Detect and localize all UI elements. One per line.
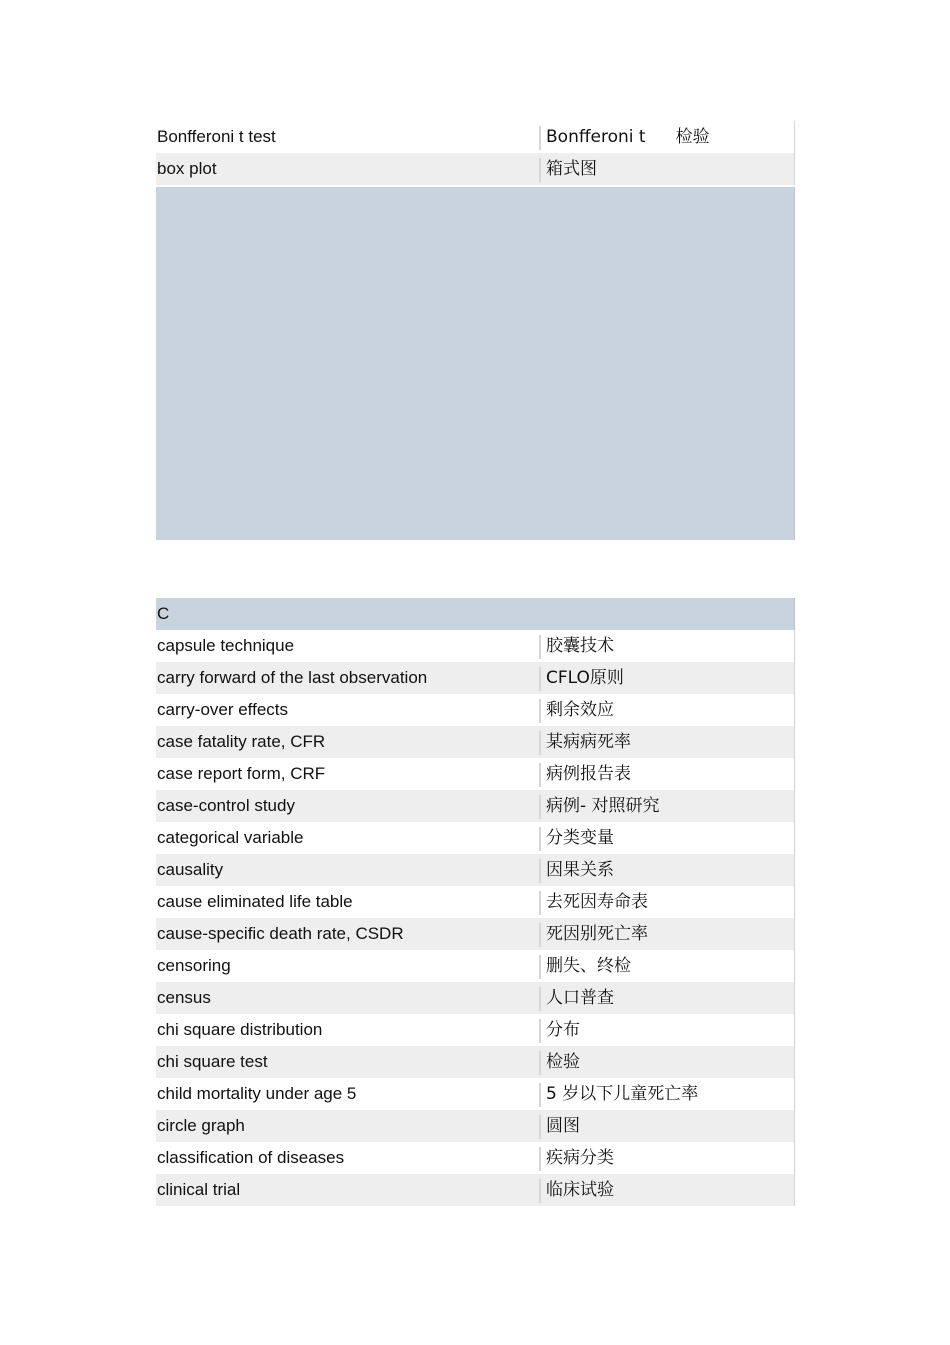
term-chinese: 病例- 对照研究 — [546, 796, 660, 816]
column-divider — [539, 1179, 541, 1203]
term-chinese: 剩余效应 — [546, 700, 614, 720]
term-english: capsule technique — [157, 636, 295, 655]
term-english: child mortality under age 5 — [157, 1084, 357, 1103]
term-chinese: 检验 — [546, 1052, 580, 1072]
glossary-table-top — [156, 121, 795, 185]
column-divider — [539, 859, 541, 883]
term-english: circle graph — [157, 1116, 245, 1135]
glossary-table-c — [156, 598, 795, 1206]
glossary-row — [156, 1014, 795, 1046]
term-chinese: 5 岁以下儿童死亡率 — [546, 1084, 699, 1104]
glossary-row — [156, 886, 795, 918]
term-english: case-control study — [157, 796, 295, 815]
glossary-row — [156, 982, 795, 1014]
glossary-row — [156, 950, 795, 982]
term-chinese: 人口普查 — [546, 988, 614, 1008]
term-chinese-part: Bonfferoni t — [546, 127, 646, 147]
glossary-row — [156, 630, 795, 662]
term-chinese: 分布 — [546, 1020, 580, 1040]
term-english: census — [157, 988, 211, 1007]
column-divider — [539, 126, 541, 150]
section-letter: C — [157, 604, 170, 623]
glossary-row — [156, 854, 795, 886]
term-chinese-part: 检验 — [675, 127, 710, 147]
term-english: chi square distribution — [157, 1020, 323, 1039]
column-divider — [539, 987, 541, 1011]
term-english: cause eliminated life table — [157, 892, 353, 911]
column-divider — [539, 158, 541, 182]
term-english: cause-specific death rate, CSDR — [157, 924, 404, 943]
term-english: categorical variable — [157, 828, 304, 847]
term-chinese: 分类变量 — [546, 828, 614, 848]
column-divider — [539, 635, 541, 659]
glossary-row — [156, 790, 795, 822]
glossary-row — [156, 1174, 795, 1206]
term-english: clinical trial — [157, 1180, 241, 1199]
glossary-row — [156, 1078, 795, 1110]
column-divider — [539, 827, 541, 851]
term-chinese: 某病病死率 — [546, 732, 631, 752]
term-english: case fatality rate, CFR — [157, 732, 326, 751]
term-chinese: 因果关系 — [546, 860, 614, 880]
glossary-rows — [156, 630, 795, 1206]
term-chinese — [546, 128, 710, 146]
column-divider — [539, 1019, 541, 1043]
glossary-row — [156, 153, 795, 185]
glossary-row — [156, 1110, 795, 1142]
term-english: causality — [157, 860, 224, 879]
term-english: censoring — [157, 956, 231, 975]
term-english: carry-over effects — [157, 700, 289, 719]
term-chinese: 圆图 — [546, 1116, 580, 1136]
column-divider — [539, 955, 541, 979]
glossary-row — [156, 1046, 795, 1078]
term-chinese: 去死因寿命表 — [546, 892, 648, 912]
term-english: case report form, CRF — [157, 764, 326, 783]
glossary-row — [156, 726, 795, 758]
glossary-row — [156, 758, 795, 790]
term-chinese: 胶囊技术 — [546, 636, 614, 656]
column-divider — [539, 1083, 541, 1107]
term-chinese: 删失、终检 — [546, 956, 631, 976]
term-chinese: 箱式图 — [546, 159, 597, 179]
image-placeholder — [156, 187, 795, 540]
glossary-row — [156, 121, 795, 153]
glossary-row — [156, 822, 795, 854]
term-english: carry forward of the last observation — [157, 668, 428, 687]
term-chinese: CFLO原则 — [546, 668, 624, 688]
term-chinese: 临床试验 — [546, 1180, 614, 1200]
column-divider — [539, 1115, 541, 1139]
term-english: box plot — [157, 159, 217, 178]
column-divider — [539, 667, 541, 691]
column-divider — [539, 1051, 541, 1075]
column-divider — [539, 699, 541, 723]
column-divider — [539, 763, 541, 787]
term-chinese: 病例报告表 — [546, 764, 631, 784]
section-header — [156, 598, 795, 630]
glossary-row — [156, 662, 795, 694]
column-divider — [539, 891, 541, 915]
term-english: chi square test — [157, 1052, 268, 1071]
term-chinese: 死因别死亡率 — [546, 924, 648, 944]
glossary-row — [156, 1142, 795, 1174]
column-divider — [539, 1147, 541, 1171]
glossary-row — [156, 918, 795, 950]
term-english: classification of diseases — [157, 1148, 345, 1167]
glossary-row — [156, 694, 795, 726]
column-divider — [539, 795, 541, 819]
column-divider — [539, 731, 541, 755]
term-chinese: 疾病分类 — [546, 1148, 614, 1168]
column-divider — [539, 923, 541, 947]
term-english: Bonfferoni t test — [157, 127, 276, 146]
